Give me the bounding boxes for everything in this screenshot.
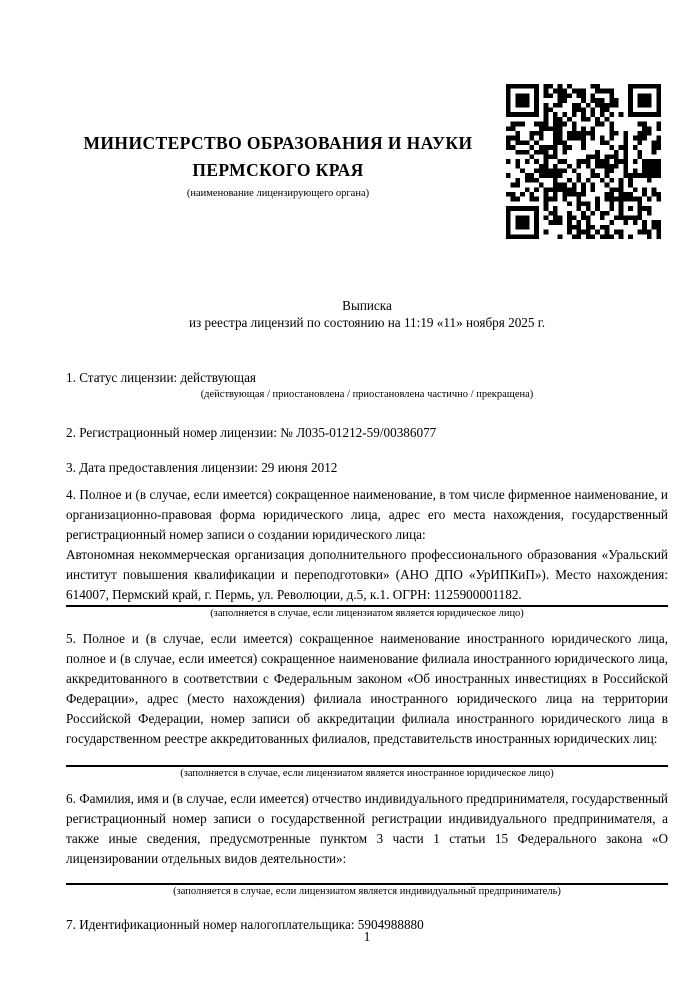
foreign-legal-entity-text: 5. Полное и (в случае, если имеется) сокращенное наименование иностранного юридического лица, полное и (в случае, если имеется) сокращенное наименование филиала иностранного юридического лица, аккредитованного в соответствии с Федеральным законом «Об иностранных инвестициях в Российской Федерации», адрес (место нахождения) филиала иностранного юридического лица на территории Российской Федерации, номер записи об аккредитации филиала иностранного юридического лица в государственном реестре аккредитованных филиалов, представительств иностранных юридических лиц: — [66, 631, 668, 746]
licensing-authority-header — [66, 130, 490, 201]
individual-entrepreneur-caption: (заполняется в случае, если лицензиатом является индивидуальный предприниматель) — [173, 886, 561, 897]
item-foreign-legal-entity — [66, 629, 668, 781]
item-licensee-legal-entity — [66, 485, 668, 621]
license-registration-number-text: 2. Регистрационный номер лицензии: № Л035-01212-59/00386077 — [66, 425, 437, 440]
item-individual-entrepreneur — [66, 789, 668, 899]
license-status-caption: (действующая / приостановлена / приостановлена частично / прекращена) — [200, 389, 534, 400]
qr-code-icon — [506, 84, 661, 239]
license-grant-date-text: 3. Дата предоставления лицензии: 29 июня 2012 — [66, 460, 338, 475]
individual-entrepreneur-text: 6. Фамилия, имя и (в случае, если имеется) отчество индивидуального предпринимателя, государственный регистрационный номер записи о государственной регистрации индивидуального предпринимателя, а также иные сведения, предусмотренные пунктом 3 части 1 статьи 15 Федерального закона «О лицензировании отдельных видов деятельности»: — [66, 791, 668, 866]
document-body — [66, 297, 668, 935]
ministry-name-line2: ПЕРМСКОГО КРАЯ — [192, 160, 364, 180]
licensee-legal-entity-text: 4. Полное и (в случае, если имеется) сокращенное наименование, в том числе фирменное наименование, и организационно-правовая форма юридического лица, адрес его места нахождения, государственный регистрационный номер записи о создании юридического лица: — [66, 487, 668, 542]
document-title — [66, 297, 668, 331]
page-number: 1 — [363, 929, 371, 944]
license-status-text: 1. Статус лицензии: действующая — [66, 370, 257, 385]
item-license-status — [66, 368, 668, 402]
ministry-name-caption: (наименование лицензирующего органа) — [186, 188, 370, 199]
licensee-legal-entity-caption: (заполняется в случае, если лицензиатом является юридическое лицо) — [210, 608, 524, 619]
ministry-name-line1: МИНИСТЕРСТВО ОБРАЗОВАНИЯ И НАУКИ — [83, 133, 473, 153]
foreign-legal-entity-caption: (заполняется в случае, если лицензиатом является иностранное юридическое лицо) — [180, 768, 554, 779]
document-title-line2: из реестра лицензий по состоянию на 11:19 «11» ноября 2025 г. — [188, 315, 546, 330]
licensee-legal-entity-value: Автономная некоммерческая организация дополнительного профессионального образования «Уральский институт повышения квалификации и переподготовки» (АНО ДПО «УрИПКиП»). Место нахождения: 614007, Пермский край, г. Пермь, ул. Революции, д.5, к.1. ОГРН: 1125900001182. — [66, 547, 668, 602]
item-license-grant-date — [66, 458, 668, 478]
document-title-line1: Выписка — [342, 298, 392, 313]
taxpayer-id-text: 7. Идентификационный номер налогоплательщика: 5904988880 — [66, 917, 424, 932]
qr-code-pattern — [506, 84, 661, 239]
item-license-registration-number — [66, 423, 668, 443]
